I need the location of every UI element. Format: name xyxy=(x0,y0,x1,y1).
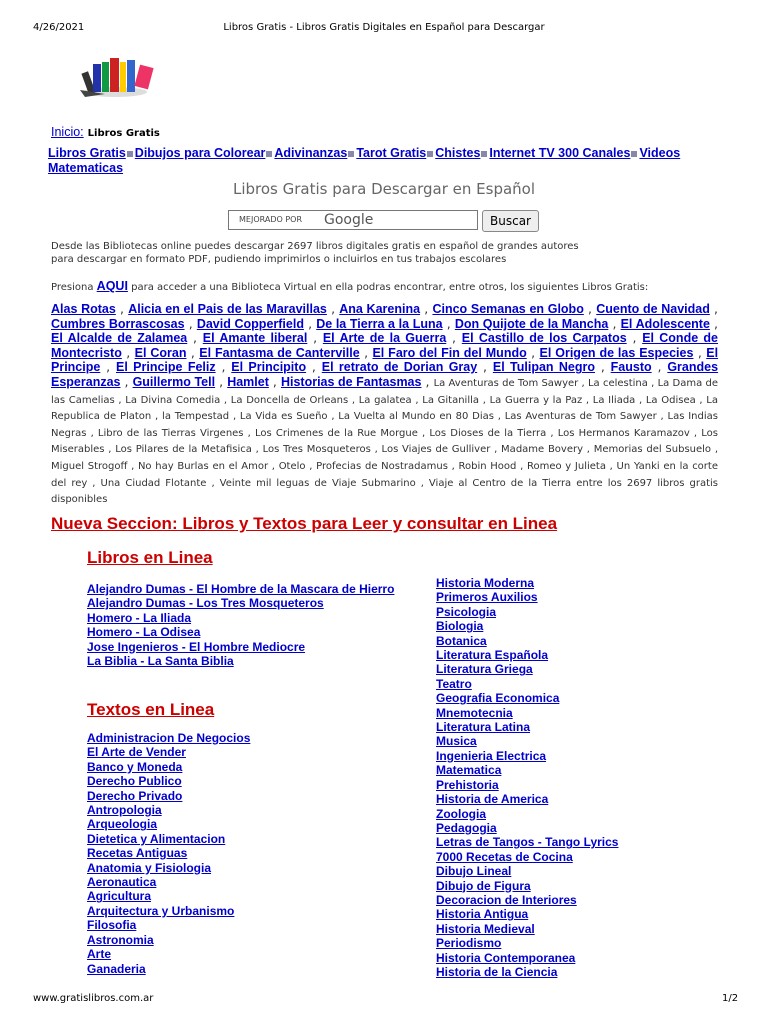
breadcrumb-current: Libros Gratis xyxy=(87,128,160,139)
right-topic-list xyxy=(436,576,736,979)
book-link[interactable]: El Castillo de los Carpatos xyxy=(461,331,627,346)
texto-en-linea-link[interactable]: Ganaderia xyxy=(87,961,146,976)
book-link[interactable]: El Fantasma de Canterville xyxy=(199,345,360,360)
footer-page: 1/2 xyxy=(722,993,739,1004)
topic-link[interactable]: Pedagogia xyxy=(436,820,497,835)
book-separator: , xyxy=(326,301,340,316)
book-link[interactable]: Alas Rotas xyxy=(51,302,116,316)
book-link[interactable]: Historias de Fantasmas xyxy=(280,374,422,389)
texto-en-linea-link[interactable]: Banco y Moneda xyxy=(87,759,183,774)
libro-en-linea-link[interactable]: La Biblia - La Santa Biblia xyxy=(87,654,234,669)
texto-en-linea-link[interactable]: Filosofia xyxy=(87,918,137,933)
bullet-icon xyxy=(348,151,354,157)
topic-link[interactable]: Psicologia xyxy=(436,604,497,619)
topic-link[interactable]: Mnemotecnia xyxy=(436,705,513,720)
book-separator: , xyxy=(709,301,719,316)
topic-link[interactable]: Historia de America xyxy=(436,792,549,807)
book-separator: , xyxy=(608,315,621,331)
google-logo: Google xyxy=(324,212,374,228)
texto-en-linea-link[interactable]: Arquitectura y Urbanismo xyxy=(87,903,235,918)
book-link[interactable]: Cumbres Borrascosas xyxy=(51,316,185,331)
book-link[interactable]: Guillermo Tell xyxy=(132,374,216,389)
book-link[interactable]: El Coran xyxy=(134,345,187,360)
book-separator: , xyxy=(115,301,129,316)
book-separator: , xyxy=(595,359,611,375)
book-link[interactable]: Cuento de Navidad xyxy=(596,302,710,316)
book-link[interactable]: Don Quijote de la Mancha xyxy=(454,316,609,331)
top-nav xyxy=(48,146,728,175)
book-separator: , xyxy=(446,330,462,346)
nav-tarot[interactable]: Tarot Gratis xyxy=(356,146,427,160)
texto-en-linea-link[interactable]: Administracion De Negocios xyxy=(87,731,251,745)
topic-link[interactable]: Decoracion de Interiores xyxy=(436,892,577,907)
topic-link[interactable]: Historia Contemporanea xyxy=(436,950,576,965)
book-separator: , xyxy=(442,315,455,331)
book-link[interactable]: El Alcalde de Zalamea xyxy=(51,331,188,346)
topic-link[interactable]: Historia Medieval xyxy=(436,921,535,936)
topic-link[interactable]: Dibujo Lineal xyxy=(436,864,512,879)
book-separator: , xyxy=(215,373,228,389)
bullet-icon xyxy=(127,151,133,157)
book-link[interactable]: El Origen de las Especies xyxy=(539,345,694,360)
book-link[interactable]: El Principito xyxy=(231,360,307,375)
texto-en-linea-link[interactable]: El Arte de Vender xyxy=(87,745,186,760)
book-plain-list: La Aventuras de Tom Sawyer , La celestina , La Dama de las Camelias , La Divina Comedia , La Doncella de Orleans , La galatea , La Gitanilla , La Guerra y la Paz , La Iliada , La Odisea , La Republica de Platon , la Tempestad , La Vida es Sueño , La Vuelta al Mundo en 80 Dias , Las Aventuras de Tom Sawyer , Las Indias Negras , Libro de las Tierras Virgenes , Los Crimenes de la Rue Morgue , Los Dioses de la Tierra , Los Hermanos Karamazov , Los Miserables , Los Pilares de la Metafisica , Los Tres Mosqueteros , Los Viajes de Gulliver , Madame Bovery , Memorias del Subsuelo , Miguel Strogoff , No hay Burlas en el Amor , Otelo , Profecias de Nostradamus , Robin Hood , Romeo y Julieta , Un Yanki en la corte del rey , Una Ciudad Flotante , Veinte mil leguas de Viaje Submarino , Viaje al Centro de la Tierra entre los 2697 libros gratis disponibles xyxy=(51,377,719,506)
texto-en-linea-link[interactable]: Derecho Publico xyxy=(87,774,182,789)
topic-link[interactable]: Musica xyxy=(436,734,477,749)
book-link[interactable]: De la Tierra a la Luna xyxy=(316,316,443,331)
texto-en-linea-link[interactable]: Recetas Antiguas xyxy=(87,846,188,861)
book-separator: , xyxy=(477,359,493,375)
nav-internet-tv[interactable]: Internet TV 300 Canales xyxy=(489,146,631,160)
bullet-icon xyxy=(427,151,433,157)
topic-link[interactable]: Literatura Latina xyxy=(436,720,531,735)
texto-en-linea-link[interactable]: Antropologia xyxy=(87,803,162,818)
books-logo xyxy=(75,50,165,104)
page-title: Libros Gratis para Descargar en Español xyxy=(232,180,536,198)
presiona-line xyxy=(51,279,741,293)
book-link[interactable]: El retrato de Dorian Gray xyxy=(321,360,478,375)
topic-link[interactable]: Primeros Auxilios xyxy=(436,590,538,605)
book-link[interactable]: Fausto xyxy=(610,360,652,375)
texto-en-linea-link[interactable]: Derecho Privado xyxy=(87,788,183,803)
search-button[interactable]: Buscar xyxy=(482,210,539,232)
book-separator: , xyxy=(187,330,203,346)
libro-en-linea-link[interactable]: Homero - La Iliada xyxy=(87,610,192,625)
texto-en-linea-link[interactable]: Anatomia y Fisiologia xyxy=(87,860,212,875)
breadcrumb xyxy=(51,124,160,139)
intro-line-2: para descargar en formato PDF, pudiendo imprimirlos o incluirlos en tus trabajos escolares xyxy=(51,254,507,265)
topic-link[interactable]: Literatura Española xyxy=(436,648,549,663)
topic-link[interactable]: Biologia xyxy=(436,619,484,634)
search-powered-by: MEJORADO POR xyxy=(239,215,302,224)
aqui-link[interactable]: AQUI xyxy=(96,279,128,293)
book-separator: , xyxy=(583,301,597,316)
print-title: Libros Gratis - Libros Gratis Digitales en Español para Descargar xyxy=(223,22,545,33)
textos-en-linea-heading[interactable]: Textos en Linea xyxy=(87,700,215,719)
book-separator: , xyxy=(526,344,540,360)
topic-link[interactable]: Teatro xyxy=(436,676,472,691)
libros-en-linea-list xyxy=(87,582,417,668)
book-separator: , xyxy=(186,344,200,360)
book-link[interactable]: El Tulipan Negro xyxy=(492,360,595,375)
search-input[interactable] xyxy=(228,210,478,230)
nav-matematicas[interactable]: Matematicas xyxy=(48,160,124,175)
topic-link[interactable]: Zoologia xyxy=(436,806,486,821)
texto-en-linea-link[interactable]: Arte xyxy=(87,947,112,962)
book-separator: , xyxy=(120,373,133,389)
book-separator: , xyxy=(303,315,317,331)
topic-link[interactable]: Matematica xyxy=(436,763,502,778)
texto-en-linea-link[interactable]: Dietetica y Alimentacion xyxy=(87,831,226,846)
texto-en-linea-link[interactable]: Agricultura xyxy=(87,889,152,904)
breadcrumb-inicio-link[interactable]: Inicio: xyxy=(51,125,84,139)
topic-link[interactable]: Letras de Tangos - Tango Lyrics xyxy=(436,835,619,850)
book-link[interactable]: El Adolescente xyxy=(620,316,710,331)
book-separator: , xyxy=(100,359,116,375)
book-link[interactable]: Cinco Semanas en Globo xyxy=(432,302,584,316)
libros-en-linea-heading[interactable]: Libros en Linea xyxy=(87,548,213,567)
book-separator: , xyxy=(215,359,232,375)
nav-libros-gratis[interactable]: Libros Gratis xyxy=(48,146,126,160)
topic-link[interactable]: Dibujo de Figura xyxy=(436,878,531,893)
book-link[interactable]: Grandes Esperanzas xyxy=(51,360,719,389)
footer-url: www.gratislibros.com.ar xyxy=(33,993,154,1004)
nav-dibujos[interactable]: Dibujos para Colorear xyxy=(134,146,266,160)
book-separator: , xyxy=(421,373,434,389)
topic-link[interactable]: Historia de la Ciencia xyxy=(436,964,558,979)
book-separator: , xyxy=(420,301,433,316)
book-link[interactable]: Hamlet xyxy=(227,374,269,389)
texto-en-linea-link[interactable]: Aeronautica xyxy=(87,875,157,890)
books-list xyxy=(51,302,718,508)
book-separator: , xyxy=(306,359,322,375)
topic-link[interactable]: Botanica xyxy=(436,633,487,648)
book-separator: , xyxy=(626,330,643,346)
book-link[interactable]: El Principe xyxy=(51,345,719,375)
presiona-rest: para acceder a una Biblioteca Virtual en ella podras encontrar, entre otros, los siguientes Libros Gratis: xyxy=(131,282,649,293)
book-link[interactable]: El Faro del Fin del Mundo xyxy=(372,345,527,360)
book-separator: , xyxy=(121,344,135,360)
intro-text xyxy=(51,240,731,266)
book-link[interactable]: Ana Karenina xyxy=(339,302,421,316)
book-separator: , xyxy=(268,373,281,389)
topic-link[interactable]: Geografia Economica xyxy=(436,691,560,706)
topic-link[interactable]: Ingenieria Electrica xyxy=(436,748,547,763)
topic-link[interactable]: Literatura Griega xyxy=(436,662,533,677)
bullet-icon xyxy=(481,151,487,157)
book-separator: , xyxy=(709,315,719,331)
nav-adivinanzas[interactable]: Adivinanzas xyxy=(274,146,348,160)
presiona-text: Presiona xyxy=(51,282,94,293)
book-link[interactable]: David Copperfield xyxy=(196,316,304,331)
book-separator: , xyxy=(693,344,707,360)
topic-link[interactable]: Historia Antigua xyxy=(436,907,529,922)
topic-link[interactable]: Prehistoria xyxy=(436,777,499,792)
topic-link[interactable]: 7000 Recetas de Cocina xyxy=(436,849,573,864)
book-link[interactable]: El Amante liberal xyxy=(202,331,308,346)
bullet-icon xyxy=(266,151,272,157)
book-separator: , xyxy=(184,315,197,331)
libro-en-linea-link[interactable]: Homero - La Odisea xyxy=(87,625,201,640)
intro-line-1: Desde las Bibliotecas online puedes descargar 2697 libros digitales gratis en español de grandes autores xyxy=(51,241,579,252)
textos-en-linea-list xyxy=(87,731,417,976)
topic-link[interactable]: Periodismo xyxy=(436,936,502,951)
libro-en-linea-link[interactable]: Alejandro Dumas - El Hombre de la Mascara de Hierro xyxy=(87,582,395,596)
book-link[interactable]: Alicia en el Pais de las Maravillas xyxy=(128,302,327,316)
new-section-heading[interactable]: Nueva Seccion: Libros y Textos para Leer y consultar en Linea xyxy=(51,514,558,533)
texto-en-linea-link[interactable]: Arqueologia xyxy=(87,817,158,832)
bullet-icon xyxy=(631,151,637,157)
libro-en-linea-link[interactable]: Jose Ingenieros - El Hombre Mediocre xyxy=(87,639,306,654)
book-link[interactable]: El Arte de la Guerra xyxy=(322,331,447,346)
nav-videos[interactable]: Videos xyxy=(639,146,681,160)
book-link[interactable]: El Conde de Montecristo xyxy=(51,331,719,360)
print-date: 4/26/2021 xyxy=(33,22,85,33)
libro-en-linea-link[interactable]: Alejandro Dumas - Los Tres Mosqueteros xyxy=(87,596,324,611)
topic-link[interactable]: Historia Moderna xyxy=(436,576,535,590)
book-separator: , xyxy=(307,330,323,346)
book-separator: , xyxy=(359,344,373,360)
texto-en-linea-link[interactable]: Astronomia xyxy=(87,932,154,947)
book-separator: , xyxy=(651,359,668,375)
book-link[interactable]: El Principe Feliz xyxy=(116,360,216,375)
nav-chistes[interactable]: Chistes xyxy=(435,146,481,160)
